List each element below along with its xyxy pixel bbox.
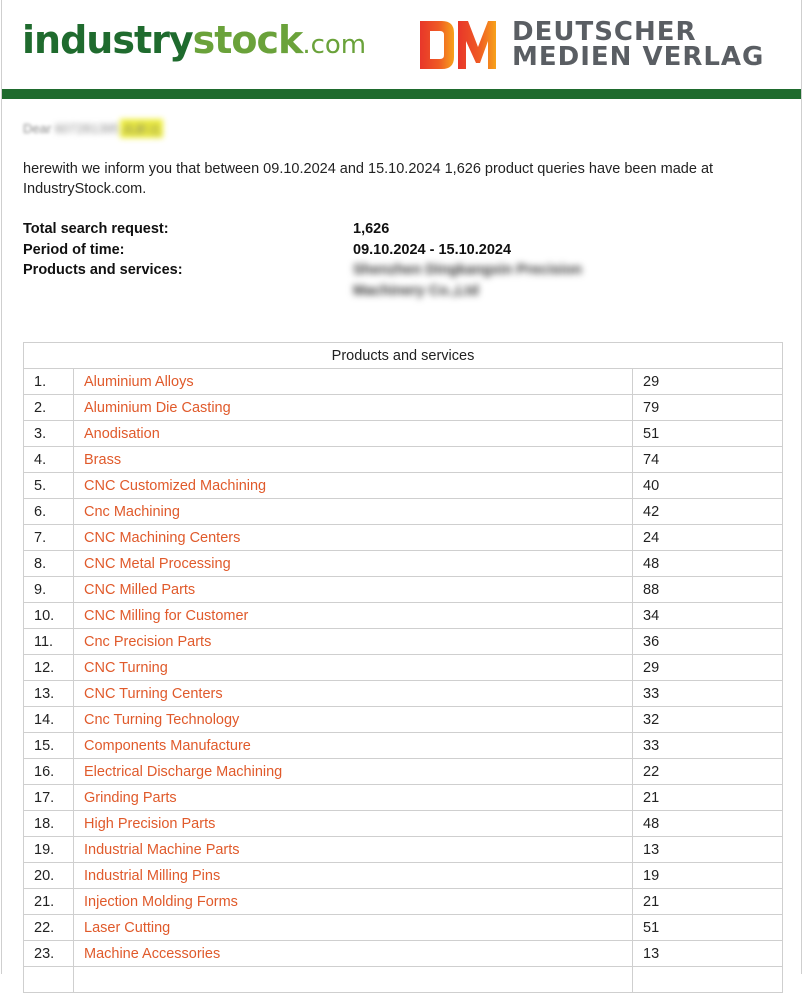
table-row [24,577,783,603]
row-product-cell [74,967,633,993]
products-label: Products and services: [23,262,183,278]
row-number: 21. [24,889,74,915]
row-query-count [633,967,783,993]
row-number: 22. [24,915,74,941]
row-query-count: 29 [633,655,783,681]
row-query-count: 33 [633,733,783,759]
table-row [24,837,783,863]
row-query-count: 34 [633,603,783,629]
row-query-count: 33 [633,681,783,707]
summary-row-total [23,219,785,240]
table-row [24,707,783,733]
row-product-cell [74,915,633,941]
product-link[interactable]: Cnc Precision Parts [84,633,212,650]
product-link[interactable]: Anodisation [84,425,160,442]
table-row [24,525,783,551]
product-link[interactable]: Aluminium Alloys [84,373,194,390]
header-divider-bar [2,89,801,99]
product-link[interactable]: CNC Milled Parts [84,581,196,598]
row-number: 15. [24,733,74,759]
dmv-mark-icon [418,19,498,71]
product-link[interactable]: CNC Customized Machining [84,477,267,494]
row-number: 3. [24,421,74,447]
row-product-cell [74,785,633,811]
table-row [24,941,783,967]
row-query-count: 48 [633,811,783,837]
row-product-cell [74,447,633,473]
row-product-cell [74,629,633,655]
row-query-count: 48 [633,551,783,577]
row-product-cell [74,837,633,863]
table-row [24,603,783,629]
product-link[interactable]: Laser Cutting [84,919,171,936]
row-number: 8. [24,551,74,577]
row-query-count: 88 [633,577,783,603]
total-value: 1,626 [353,221,390,237]
row-query-count: 42 [633,499,783,525]
row-number: 5. [24,473,74,499]
product-link[interactable]: Industrial Milling Pins [84,867,221,884]
row-query-count: 13 [633,837,783,863]
row-number: 4. [24,447,74,473]
row-number: 17. [24,785,74,811]
table-row [24,447,783,473]
dmv-line-1: DEUTSCHER [512,17,697,47]
table-row [24,889,783,915]
row-number: 16. [24,759,74,785]
table-row [24,655,783,681]
row-number: 20. [24,863,74,889]
email-frame [1,0,802,974]
row-product-cell [74,473,633,499]
table-row [24,759,783,785]
email-body [23,99,785,962]
product-link[interactable]: CNC Machining Centers [84,529,241,546]
row-query-count: 21 [633,785,783,811]
table-row [24,421,783,447]
product-link[interactable]: CNC Metal Processing [84,555,231,572]
row-query-count: 40 [633,473,783,499]
greeting-recipient-redacted: 607281395 [54,120,120,136]
table-row [24,967,783,993]
row-product-cell [74,551,633,577]
row-number: 23. [24,941,74,967]
product-link[interactable]: Injection Molding Forms [84,893,238,910]
table-row [24,395,783,421]
row-number: 13. [24,681,74,707]
row-product-cell [74,707,633,733]
product-link[interactable]: Industrial Machine Parts [84,841,240,858]
products-table-header-row [24,343,783,369]
table-row [24,785,783,811]
greeting-salutation: Dear [23,120,52,136]
row-product-cell [74,655,633,681]
table-row [24,629,783,655]
deutscher-medien-verlag-logo[interactable] [418,18,764,72]
dmv-wordmark [512,17,765,72]
product-link[interactable]: Cnc Machining [84,503,180,520]
row-number: 6. [24,499,74,525]
product-link[interactable]: Machine Accessories [84,945,221,962]
summary-block [23,219,785,301]
row-number [24,967,74,993]
table-row [24,811,783,837]
row-product-cell [74,863,633,889]
period-value: 09.10.2024 - 15.10.2024 [353,241,512,258]
row-query-count: 29 [633,369,783,395]
table-row [24,551,783,577]
row-number: 14. [24,707,74,733]
row-number: 7. [24,525,74,551]
product-link[interactable]: CNC Turning [84,659,168,676]
row-query-count: 36 [633,629,783,655]
row-query-count: 51 [633,421,783,447]
table-row [24,499,783,525]
row-query-count: 21 [633,889,783,915]
product-link[interactable]: Brass [84,451,122,468]
table-row [24,473,783,499]
row-product-cell [74,369,633,395]
products-table-body [24,369,783,993]
product-link[interactable]: Cnc Turning Technology [84,711,240,728]
product-link[interactable]: Aluminium Die Casting [84,399,231,416]
table-row [24,733,783,759]
dmv-line-2: MEDIEN VERLAG [512,42,765,72]
logo-word-stock: stock [192,18,303,62]
summary-row-period [23,240,785,261]
row-number: 12. [24,655,74,681]
row-product-cell [74,525,633,551]
row-product-cell [74,577,633,603]
products-table [23,342,783,993]
product-link[interactable]: High Precision Parts [84,815,216,832]
row-query-count: 32 [633,707,783,733]
row-product-cell [74,941,633,967]
row-product-cell [74,759,633,785]
summary-row-products [23,260,785,301]
product-link[interactable]: Grinding Parts [84,789,177,806]
row-query-count: 74 [633,447,783,473]
row-query-count: 24 [633,525,783,551]
row-number: 11. [24,629,74,655]
row-number: 9. [24,577,74,603]
row-product-cell [74,421,633,447]
row-product-cell [74,733,633,759]
logo-word-industry: industry [22,18,193,62]
row-query-count: 19 [633,863,783,889]
total-label: Total search request: [23,221,169,237]
industrystock-logo[interactable] [22,16,366,69]
product-link[interactable]: Electrical Discharge Machining [84,763,283,780]
products-table-header: Products and services [24,343,783,369]
greeting-recipient-highlight: 高新达 [120,119,163,138]
logo-word-com: .com [302,30,367,60]
product-link[interactable]: Components Manufacture [84,737,251,754]
row-query-count: 51 [633,915,783,941]
period-label: Period of time: [23,241,125,258]
row-number: 18. [24,811,74,837]
table-row [24,863,783,889]
row-number: 19. [24,837,74,863]
row-product-cell [74,889,633,915]
table-row [24,369,783,395]
product-link[interactable]: CNC Milling for Customer [84,607,249,624]
table-row [24,915,783,941]
row-number: 10. [24,603,74,629]
row-query-count: 79 [633,395,783,421]
email-header [2,0,801,89]
row-product-cell [74,395,633,421]
row-query-count: 22 [633,759,783,785]
intro-paragraph: herewith we inform you that between 09.10.2024 and 15.10.2024 1,626 product queries have been made at IndustryStock.com. [23,161,714,197]
row-product-cell [74,681,633,707]
products-value-redacted: Shenzhen Dingkangxin Precision Machinery Co.,Ltd [353,262,582,299]
row-product-cell [74,603,633,629]
row-number: 2. [24,395,74,421]
row-number: 1. [24,369,74,395]
row-product-cell [74,499,633,525]
greeting-line [23,119,785,137]
row-product-cell [74,811,633,837]
product-link[interactable]: CNC Turning Centers [84,685,223,702]
row-query-count: 13 [633,941,783,967]
table-row [24,681,783,707]
